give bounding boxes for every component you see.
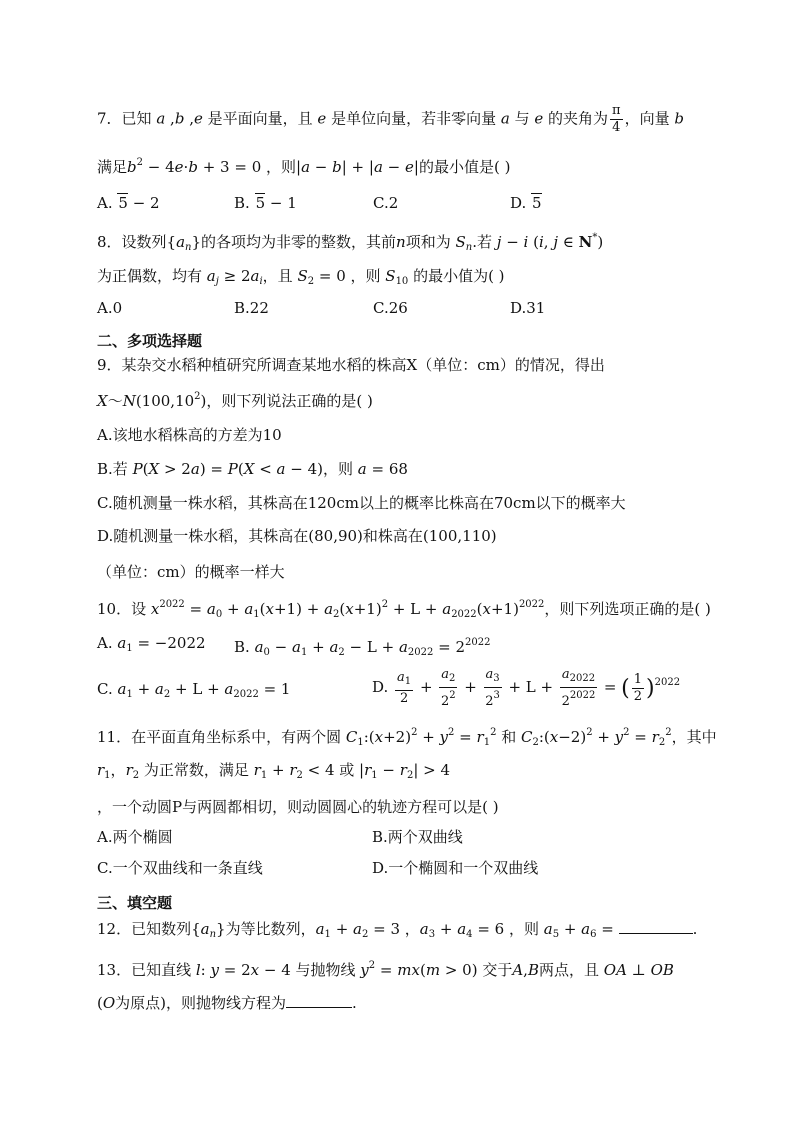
q9-line2: X～N(100,10$^2$)，则下列说法正确的是( ) xyxy=(97,391,373,410)
q12-answer-blank[interactable] xyxy=(619,919,693,934)
q12-line1: 12．已知数列$\{a_n\}$为等比数列，$a_1 + a_2 = 3$ ，$a_3 + a_4 = 6$ ，则 $a_5 + a_6$ = . xyxy=(97,920,698,940)
q7-option-a: A. 5 − 2 xyxy=(97,194,160,212)
q7-option-c: C.2 xyxy=(373,194,399,212)
q7-option-b: B. 5 − 1 xyxy=(234,194,297,212)
q11-option-b: B.两个双曲线 xyxy=(372,828,463,846)
q8-option-a: A.0 xyxy=(97,299,123,317)
q8-line1: 8．设数列$\{a_n\}$的各项均为非零的整数，其前n项和为 $S_n$.若 j − i (i, j ∈ N*) xyxy=(97,232,604,253)
q9-option-d-continued: （单位：cm）的概率一样大 xyxy=(97,563,285,581)
q11-line1: 11．在平面直角坐标系中，有两个圆 $C_1:(x+2)^2 + y^2 = r_1^2$ 和 $C_2:(x-2)^2 + y^2 = r_2^2$，其中 xyxy=(97,727,717,748)
q7-line1: 7．已知 a ,b ,e 是平面向量，且 e 是单位向量，若非零向量 a 与 e 的夹角为 $\frac{\pi}{4}$ ，向量 b xyxy=(97,103,684,135)
q9-option-d: D.随机测量一株水稻，其株高在(80,90)和株高在(100,110) xyxy=(97,527,497,545)
q9-option-b: B.若 P(X > 2a) = P(X < a − 4)，则 a = 68 xyxy=(97,460,408,478)
q11-line3: ，一个动圆P与两圆都相切，则动圆圆心的轨迹方程可以是( ) xyxy=(97,798,499,816)
q10-option-b: B. $a_0 - a_1 + a_2 - L + a_{2022} = 2^{2022}$ xyxy=(234,637,491,658)
q7-line2: 满足$b^2 - 4e\cdot b + 3 = 0$ ，则|a − b| + |a − e|的最小值是( ) xyxy=(97,157,511,176)
q13-line2: (O为原点)，则抛物线方程为 . xyxy=(97,994,357,1012)
q7-option-d: D. 5 xyxy=(510,194,542,212)
q8-option-c: C.26 xyxy=(373,299,408,317)
q10-option-c: C. $a_1 + a_2 + L + a_{2022} = 1$ xyxy=(97,680,291,700)
q10-option-a: A. $a_1 = -2022$ xyxy=(97,634,206,654)
q8-option-b: B.22 xyxy=(234,299,269,317)
q9-line1: 9．某杂交水稻种植研究所调查某地水稻的株高X（单位：cm）的情况，得出 xyxy=(97,356,605,374)
q8-option-d: D.31 xyxy=(510,299,546,317)
q11-option-c: C.一个双曲线和一条直线 xyxy=(97,859,263,877)
section-fill-in-heading: 三、填空题 xyxy=(97,894,173,912)
section-multiple-choice-heading: 二、多项选择题 xyxy=(97,332,203,350)
q13-answer-blank[interactable] xyxy=(286,993,352,1008)
q8-line2: 为正偶数，均有 $a_j \ge 2a_i$，且 $S_2 = 0$ ，则 $S_{10}$ 的最小值为( ) xyxy=(97,267,505,287)
q11-option-d: D.一个椭圆和一个双曲线 xyxy=(372,859,539,877)
q10-line1: 10．设 $x^{2022} = a_0 + a_1(x+1) + a_2(x+1)^2 + L + a_{2022}(x+1)^{2022}$，则下列选项正确的是( ) xyxy=(97,599,711,620)
q9-option-c: C.随机测量一株水稻，其株高在120cm以上的概率比株高在70cm以下的概率大 xyxy=(97,494,626,512)
q11-option-a: A.两个椭圆 xyxy=(97,828,173,846)
q11-line2: $r_1$，$r_2$ 为正常数，满足 $r_1 + r_2 < 4$ 或 $|r_1 - r_2| > 4$ xyxy=(97,761,451,781)
q13-line1: 13．已知直线 l: y = 2x − 4 与抛物线 $y^2 = mx(m > 0)$ 交于A,B两点，且 OA ⊥ OB xyxy=(97,960,674,979)
q10-option-d: D. $\frac{a_1}{2}$ + $\frac{a_2}{2^2}$ + $\frac{a_3}{2^3}$ + L + $\frac{a_{2022}}{2^{2022}}$ = ( $\frac{1}{2}$ )$^{2022}$ xyxy=(372,666,681,709)
q9-option-a: A.该地水稻株高的方差为10 xyxy=(97,426,282,444)
